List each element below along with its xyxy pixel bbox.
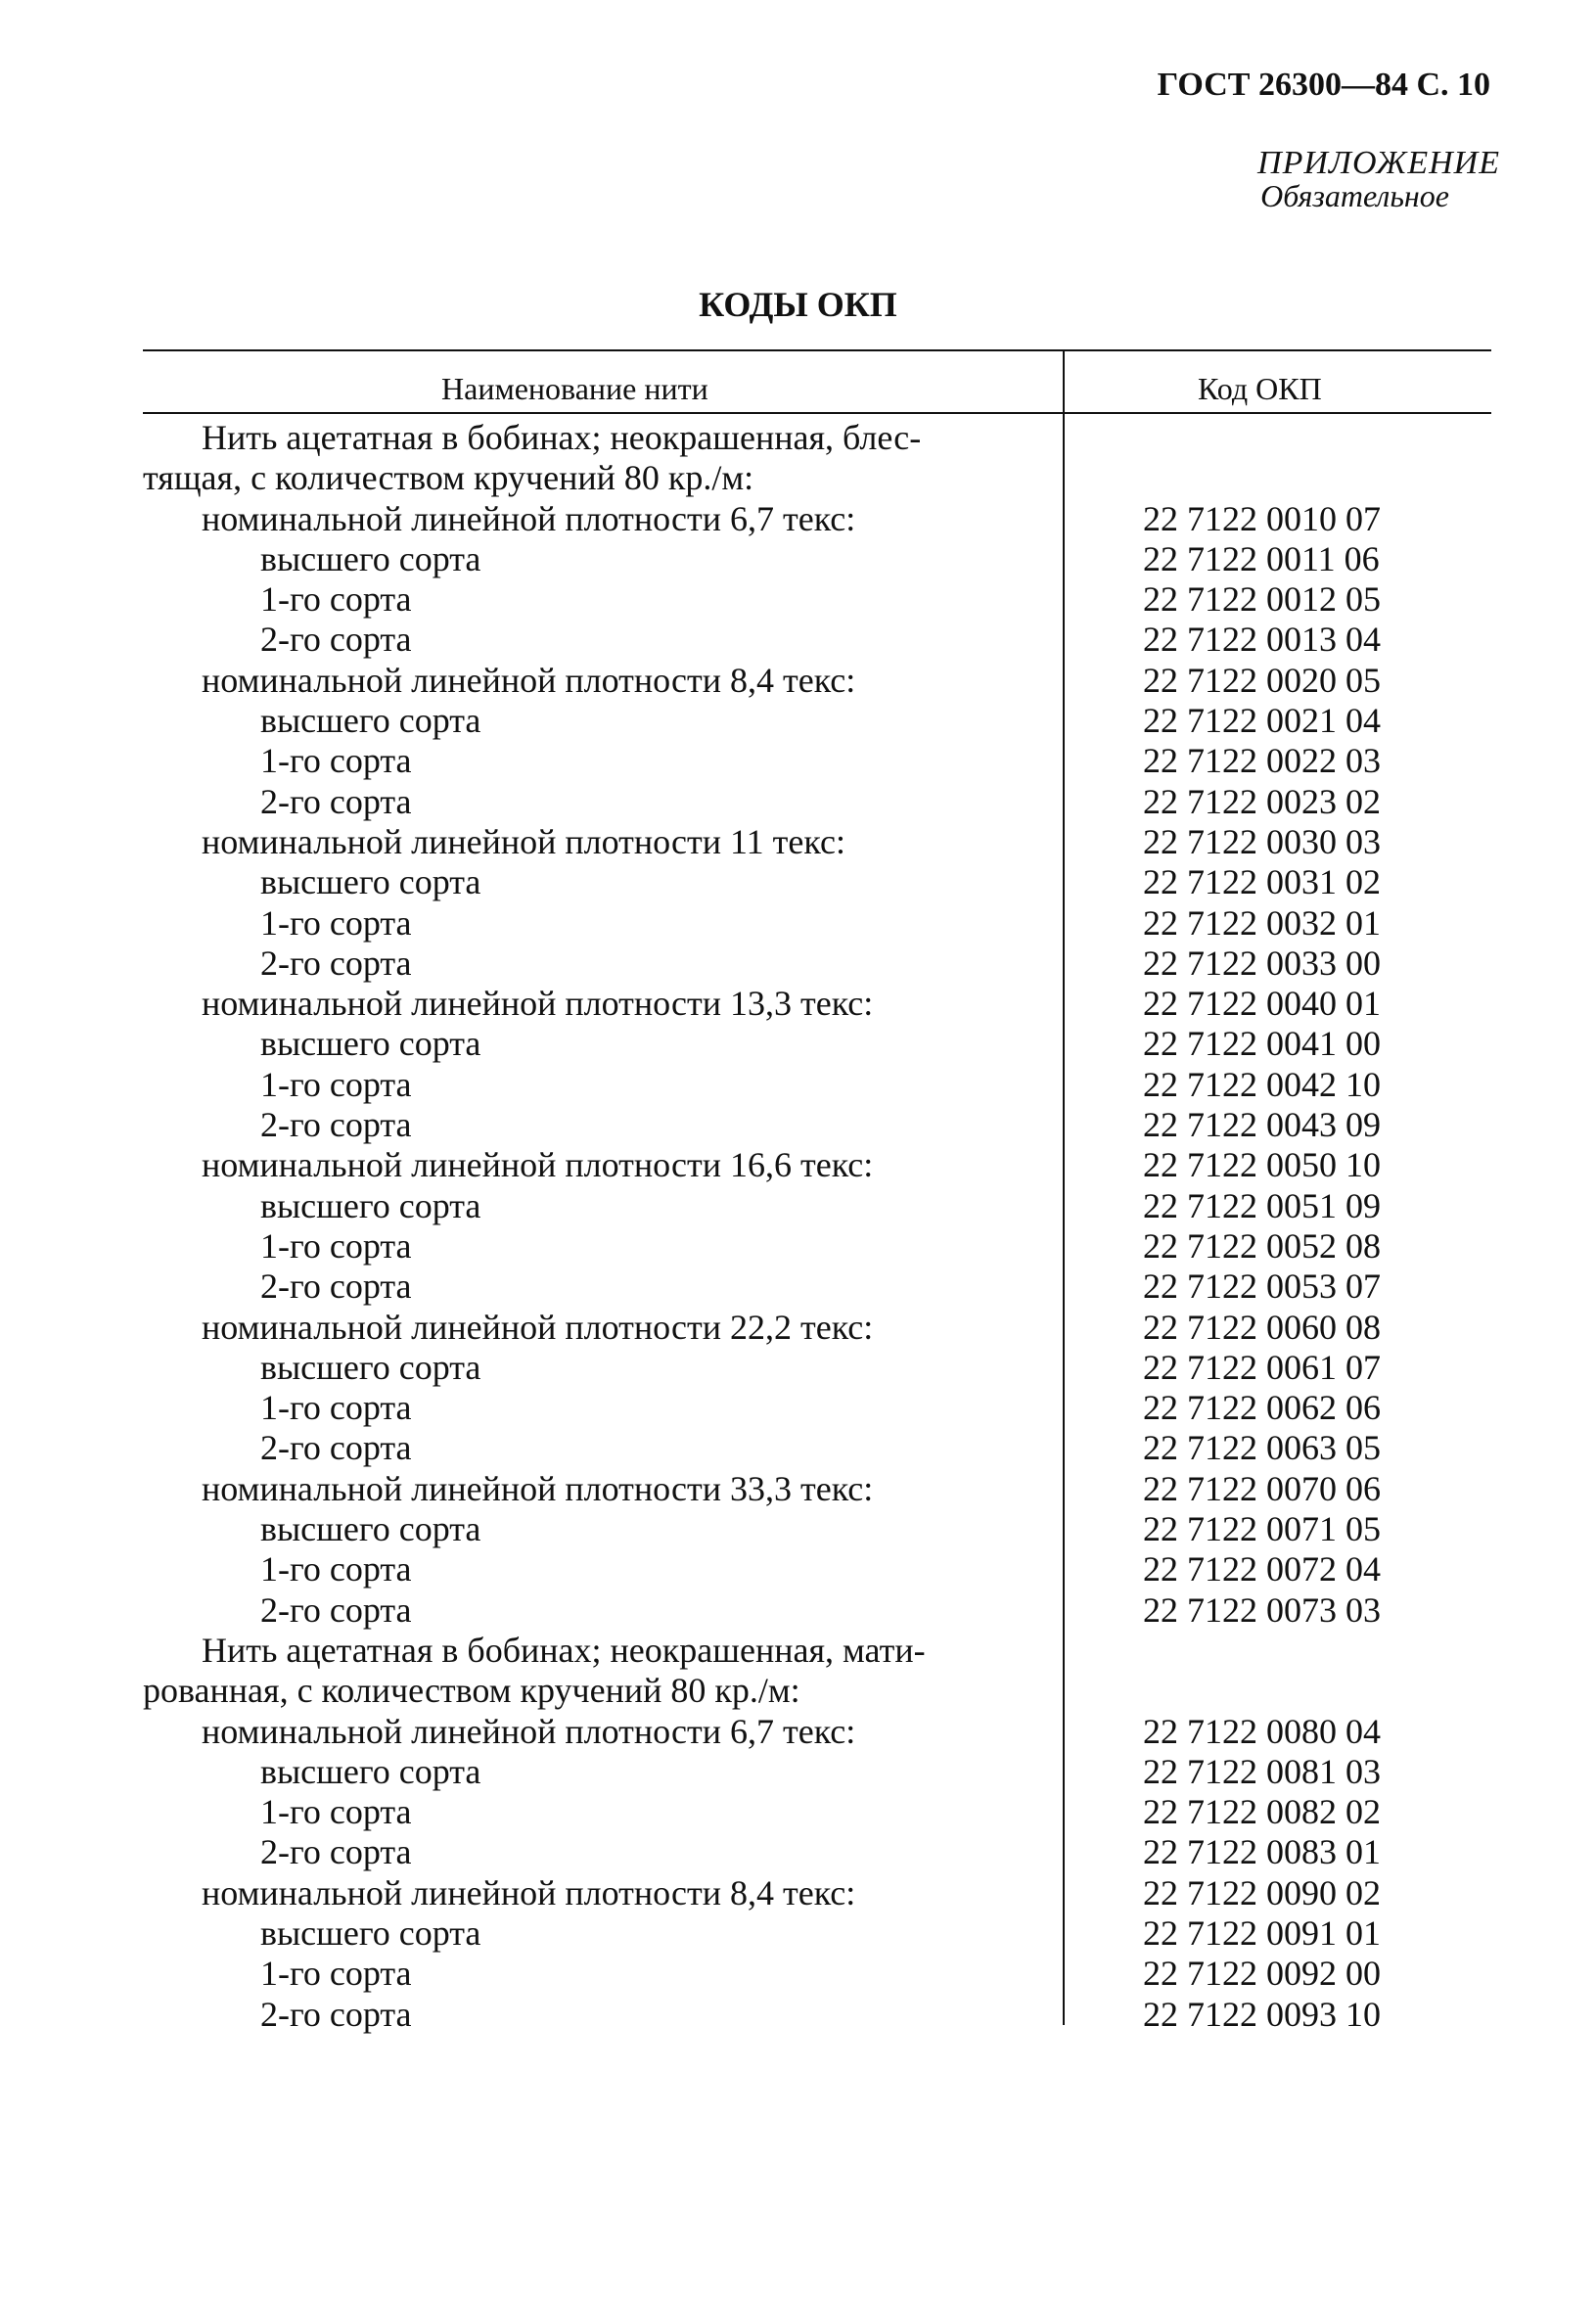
table-row xyxy=(143,1308,1491,1348)
thread-name-cell: тящая, с количеством кручений 80 кр./м: xyxy=(143,458,754,498)
table-row xyxy=(143,1631,1491,1671)
table-body xyxy=(143,418,1491,2035)
thread-name-cell: Нить ацетатная в бобинах; неокрашенная, блес- xyxy=(202,418,922,457)
table-row xyxy=(143,782,1491,822)
table-row xyxy=(143,1065,1491,1105)
okp-code-cell: 22 7122 0092 00 xyxy=(1143,1954,1381,1994)
table-row xyxy=(143,1873,1491,1913)
okp-code-cell: 22 7122 0061 07 xyxy=(1143,1347,1381,1387)
table-row xyxy=(143,661,1491,701)
okp-code-cell: 22 7122 0013 04 xyxy=(1143,620,1381,660)
okp-code-cell: 22 7122 0050 10 xyxy=(1143,1145,1381,1185)
thread-name-cell: 2-го сорта xyxy=(260,1832,412,1872)
okp-code-cell: 22 7122 0093 10 xyxy=(1143,1994,1381,2034)
thread-name-cell: номинальной линейной плотности 8,4 текс: xyxy=(202,660,856,700)
okp-code-cell: 22 7122 0062 06 xyxy=(1143,1388,1381,1428)
okp-code-cell: 22 7122 0081 03 xyxy=(1143,1751,1381,1791)
appendix-label-block xyxy=(1257,145,1500,214)
thread-name-cell: 1-го сорта xyxy=(260,1064,412,1104)
okp-code-cell: 22 7122 0023 02 xyxy=(1143,781,1381,821)
thread-name-cell: 1-го сорта xyxy=(260,741,412,781)
table-row xyxy=(143,984,1491,1024)
header-bottom-rule xyxy=(143,412,1491,414)
table-top-rule xyxy=(143,349,1491,351)
okp-code-cell: 22 7122 0052 08 xyxy=(1143,1225,1381,1266)
thread-name-cell: 1-го сорта xyxy=(260,1954,412,1994)
okp-code-cell: 22 7122 0010 07 xyxy=(1143,498,1381,538)
table-row xyxy=(143,1388,1491,1428)
thread-name-cell: 1-го сорта xyxy=(260,1388,412,1428)
table-row xyxy=(143,1590,1491,1631)
table-row xyxy=(143,1712,1491,1752)
okp-code-cell: 22 7122 0080 04 xyxy=(1143,1711,1381,1751)
table-row xyxy=(143,1105,1491,1145)
okp-code-cell: 22 7122 0091 01 xyxy=(1143,1912,1381,1953)
thread-name-cell: 2-го сорта xyxy=(260,1994,412,2034)
table-row xyxy=(143,822,1491,862)
okp-code-cell: 22 7122 0031 02 xyxy=(1143,862,1381,902)
table-row xyxy=(143,499,1491,539)
okp-code-cell: 22 7122 0083 01 xyxy=(1143,1832,1381,1872)
okp-code-cell: 22 7122 0033 00 xyxy=(1143,943,1381,983)
table-row xyxy=(143,1469,1491,1509)
thread-name-cell: 2-го сорта xyxy=(260,1589,412,1630)
okp-code-cell: 22 7122 0053 07 xyxy=(1143,1267,1381,1307)
table-row xyxy=(143,1226,1491,1267)
okp-code-cell: 22 7122 0060 08 xyxy=(1143,1307,1381,1347)
thread-name-cell: Нить ацетатная в бобинах; неокрашенная, мати- xyxy=(202,1630,926,1670)
thread-name-cell: 1-го сорта xyxy=(260,1792,412,1832)
thread-name-cell: высшего сорта xyxy=(260,1347,481,1387)
thread-name-cell: номинальной линейной плотности 16,6 текс: xyxy=(202,1145,874,1185)
thread-name-cell: 2-го сорта xyxy=(260,1105,412,1145)
table-row xyxy=(143,1954,1491,1994)
thread-name-cell: 2-го сорта xyxy=(260,781,412,821)
table-row xyxy=(143,1913,1491,1954)
okp-code-cell: 22 7122 0063 05 xyxy=(1143,1428,1381,1468)
table-row xyxy=(143,862,1491,902)
table-row xyxy=(143,579,1491,620)
okp-code-cell: 22 7122 0030 03 xyxy=(1143,821,1381,861)
appendix-type: Обязательное xyxy=(1260,178,1449,213)
table-row xyxy=(143,1792,1491,1832)
table-row xyxy=(143,903,1491,944)
thread-name-cell: высшего сорта xyxy=(260,701,481,741)
table-row xyxy=(143,1348,1491,1388)
thread-name-cell: 2-го сорта xyxy=(260,1428,412,1468)
okp-code-cell: 22 7122 0051 09 xyxy=(1143,1185,1381,1225)
okp-code-cell: 22 7122 0090 02 xyxy=(1143,1872,1381,1912)
okp-code-cell: 22 7122 0073 03 xyxy=(1143,1589,1381,1630)
okp-code-cell: 22 7122 0040 01 xyxy=(1143,984,1381,1024)
thread-name-cell: высшего сорта xyxy=(260,1185,481,1225)
table-row xyxy=(143,418,1491,458)
table-row xyxy=(143,539,1491,579)
table-row xyxy=(143,1832,1491,1872)
table-row xyxy=(143,1995,1491,2035)
thread-name-cell: номинальной линейной плотности 6,7 текс: xyxy=(202,1711,856,1751)
okp-code-cell: 22 7122 0082 02 xyxy=(1143,1792,1381,1832)
document-title: КОДЫ ОКП xyxy=(699,285,897,324)
table-row xyxy=(143,944,1491,984)
thread-name-cell: 2-го сорта xyxy=(260,943,412,983)
table-row xyxy=(143,1186,1491,1226)
thread-name-cell: номинальной линейной плотности 13,3 текс: xyxy=(202,984,874,1024)
thread-name-cell: 1-го сорта xyxy=(260,1225,412,1266)
table-row xyxy=(143,701,1491,741)
thread-name-cell: высшего сорта xyxy=(260,1912,481,1953)
thread-name-cell: 2-го сорта xyxy=(260,1267,412,1307)
thread-name-cell: 1-го сорта xyxy=(260,1549,412,1589)
thread-name-cell: номинальной линейной плотности 33,3 текс: xyxy=(202,1468,874,1508)
table-row xyxy=(143,458,1491,498)
okp-code-cell: 22 7122 0071 05 xyxy=(1143,1509,1381,1549)
table-row xyxy=(143,1549,1491,1589)
okp-code-cell: 22 7122 0072 04 xyxy=(1143,1549,1381,1589)
table-row xyxy=(143,1671,1491,1711)
okp-code-cell: 22 7122 0032 01 xyxy=(1143,902,1381,943)
okp-code-cell: 22 7122 0012 05 xyxy=(1143,579,1381,620)
thread-name-cell: 1-го сорта xyxy=(260,579,412,620)
thread-name-cell: номинальной линейной плотности 8,4 текс: xyxy=(202,1872,856,1912)
thread-name-cell: номинальной линейной плотности 6,7 текс: xyxy=(202,498,856,538)
table-row xyxy=(143,1024,1491,1064)
okp-code-cell: 22 7122 0020 05 xyxy=(1143,660,1381,700)
okp-code-cell: 22 7122 0022 03 xyxy=(1143,741,1381,781)
thread-name-cell: номинальной линейной плотности 22,2 текс: xyxy=(202,1307,874,1347)
table-row xyxy=(143,741,1491,781)
thread-name-cell: высшего сорта xyxy=(260,1509,481,1549)
thread-name-cell: 1-го сорта xyxy=(260,902,412,943)
okp-code-cell: 22 7122 0043 09 xyxy=(1143,1105,1381,1145)
thread-name-cell: 2-го сорта xyxy=(260,620,412,660)
appendix-label: ПРИЛОЖЕНИЕ xyxy=(1257,145,1500,181)
column-header-name: Наименование нити xyxy=(441,371,708,406)
page-reference: ГОСТ 26300—84 С. 10 xyxy=(1157,67,1490,103)
thread-name-cell: высшего сорта xyxy=(260,538,481,578)
table-row xyxy=(143,1752,1491,1792)
thread-name-cell: рованная, с количеством кручений 80 кр./м: xyxy=(143,1671,800,1711)
thread-name-cell: высшего сорта xyxy=(260,1751,481,1791)
column-header-code: Код ОКП xyxy=(1198,371,1322,406)
okp-code-cell: 22 7122 0070 06 xyxy=(1143,1468,1381,1508)
table-row xyxy=(143,1509,1491,1549)
table-row xyxy=(143,620,1491,660)
thread-name-cell: номинальной линейной плотности 11 текс: xyxy=(202,821,845,861)
thread-name-cell: высшего сорта xyxy=(260,1024,481,1064)
table-row xyxy=(143,1267,1491,1307)
thread-name-cell: высшего сорта xyxy=(260,862,481,902)
table-row xyxy=(143,1145,1491,1185)
okp-code-cell: 22 7122 0041 00 xyxy=(1143,1024,1381,1064)
okp-code-cell: 22 7122 0021 04 xyxy=(1143,701,1381,741)
okp-code-cell: 22 7122 0042 10 xyxy=(1143,1064,1381,1104)
table-row xyxy=(143,1428,1491,1468)
okp-code-cell: 22 7122 0011 06 xyxy=(1143,538,1380,578)
